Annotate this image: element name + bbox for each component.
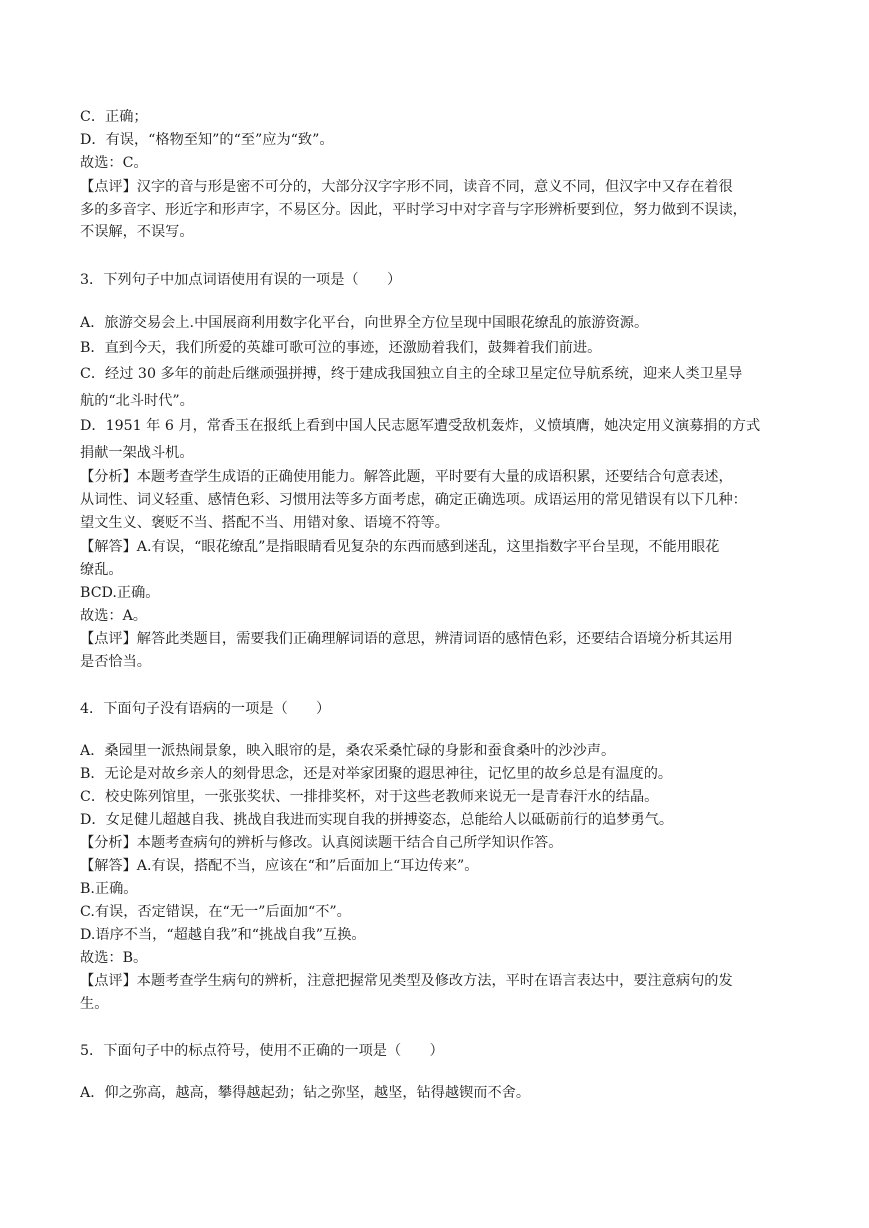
q4-answer: 故选：B。 — [80, 950, 148, 966]
dotted-word — [203, 366, 260, 382]
q3-option-b-text: B．直到今天，我们所爱的英雄 — [80, 340, 275, 356]
q3-option-a-text-end: 的旅游资源。 — [563, 315, 649, 331]
q3-option-b — [80, 338, 792, 358]
dotted-character: 赴 — [217, 366, 232, 382]
dotted-word — [506, 315, 563, 331]
q4-option-b: B．无论是对故乡亲人的刻骨思念，还是对举家团聚的遐思神往，记忆里的故乡总是有温度的。 — [80, 766, 673, 782]
q3-comment-line-2: 是否恰当。 — [80, 654, 151, 670]
q4-solution-line-2: B.正确。 — [80, 881, 138, 897]
q3-option-c-line-2: 航的“北斗时代”。 — [80, 393, 194, 409]
dotted-character: 乱 — [548, 315, 564, 331]
q3-solution-line-1: 【解答】A.有误，“眼花缭乱”是指眼睛看见复杂的东西而感到迷乱，这里指数字平台呈现，不能用眼花 — [80, 539, 720, 555]
q3-option-b-text-end: 的事迹，还激励着我们，鼓舞着我们前进。 — [331, 340, 602, 356]
q2-option-c: C．正确； — [80, 109, 148, 125]
q4-solution-line-1: 【解答】A.有误，搭配不当，应该在“和”后面加上“耳边传来”。 — [80, 858, 479, 874]
q3-option-a — [80, 313, 792, 333]
q4-analysis: 【分析】本题考查病句的辨析与修改。认真阅读题干结合自己所学知识作答。 — [80, 835, 563, 851]
q4-option-d: D．女足健儿超越自我、挑战自我进而实现自我的拼搏姿态，总能给人以砥砺前行的追梦勇气。 — [80, 812, 674, 828]
q3-option-a-text: A．旅游交易会上.中国展商利用数字化平台，向世界全方位呈现中国 — [80, 315, 507, 331]
q3-analysis-line-1: 【分析】本题考查学生成语的正确使用能力。解答此题，平时要有大量的成语积累，还要结合句意表述， — [80, 469, 733, 485]
q3-option-d-text: D．1951 年 6 月，常香玉在报纸上看到中国人民志愿军遭受敌机轰炸， — [80, 418, 534, 434]
q2-comment-line-3: 不误解，不误写。 — [80, 224, 194, 240]
q5-option-a: A．仰之弥高，越高，攀得越起劲；钻之弥坚，越坚，钻得越锲而不舍。 — [80, 1085, 531, 1101]
q2-option-d: D．有误，“格物至知”的“至”应为“致”。 — [80, 132, 334, 148]
dotted-character: 愤 — [547, 418, 562, 434]
dotted-character: 膺 — [575, 418, 590, 434]
q4-option-c: C．校史陈列馆里，一张张奖状、一排排奖杯，对于这些老教师来说无一是青春汗水的结晶。 — [80, 789, 659, 805]
dotted-character: 前 — [203, 366, 218, 382]
q4-title: 4．下面句子没有语病的一项是（ ） — [80, 701, 331, 717]
dotted-character: 可 — [274, 340, 290, 356]
dotted-character: 继 — [245, 366, 260, 382]
q2-comment-line-2: 多的多音字、形近字和形声字，不易区分。因此，平时学习中对字音与字形辨析要到位，努力做到不误读， — [80, 202, 747, 218]
q3-option-d-line-2: 捐献一架战斗机。 — [80, 445, 194, 461]
q4-comment-line-2: 生。 — [80, 996, 109, 1012]
dotted-character: 歌 — [289, 340, 304, 356]
q4-solution-line-4: D.语序不当，“超越自我”和“挑战自我”互换。 — [80, 927, 366, 943]
dotted-character: 填 — [561, 418, 576, 434]
dotted-character: 泣 — [317, 340, 332, 356]
dotted-word — [533, 418, 590, 434]
q2-comment-line-1: 【点评】汉字的音与形是密不可分的，大部分汉字字形不同，读音不同，意义不同，但汉字中又存在着很 — [80, 179, 733, 195]
q3-option-c-text-end: 顽强拼搏，终于建成我国独立自主的全球卫星定位导航系统，迎来人类卫星导 — [259, 366, 743, 382]
q3-title: 3．下列句子中加点词语使用有误的一项是（ ） — [80, 272, 402, 288]
dotted-character: 眼 — [506, 315, 521, 331]
q3-analysis-line-2: 从词性、词义轻重、感情色彩、习惯用法等多方面考虑，确定正确选项。成语运用的常见错误有以下几种： — [80, 492, 747, 508]
q3-option-d-text-end: ，她决定用义演募捐的方式 — [589, 418, 761, 434]
dotted-character: 花 — [520, 315, 535, 331]
q4-option-a: A．桑园里一派热闹景象，映入眼帘的是，桑农采桑忙碌的身影和蚕食桑叶的沙沙声。 — [80, 743, 616, 759]
q2-answer: 故选：C。 — [80, 155, 148, 171]
q3-analysis-line-3: 望文生义、褒贬不当、搭配不当、用错对象、语境不符等。 — [80, 515, 449, 531]
q4-solution-line-3: C.有误，否定错误，在“无一”后面加“不”。 — [80, 904, 351, 920]
q3-option-c-text: C．经过 30 多年的 — [80, 366, 204, 382]
q3-option-d — [80, 416, 792, 436]
q3-option-c — [80, 364, 792, 384]
dotted-character: 后 — [231, 366, 246, 382]
dotted-word — [275, 340, 332, 356]
q5-title: 5．下面句子中的标点符号，使用不正确的一项是（ ） — [80, 1043, 444, 1059]
q3-solution-line-3: BCD.正确。 — [80, 585, 160, 601]
q3-comment-line-1: 【点评】解答此类题目，需要我们正确理解词语的意思，辨清词语的感情色彩，还要结合语境分析其运用 — [80, 631, 733, 647]
q4-comment-line-1: 【点评】本题考查学生病句的辨析，注意把握常见类型及修改方法，平时在语言表达中，要注意病句的发 — [80, 973, 733, 989]
dotted-character: 缭 — [534, 315, 549, 331]
q3-solution-line-2: 缭乱。 — [80, 562, 123, 578]
dotted-character: 义 — [533, 418, 548, 434]
dotted-character: 可 — [303, 340, 318, 356]
q3-answer: 故选：A。 — [80, 608, 147, 624]
